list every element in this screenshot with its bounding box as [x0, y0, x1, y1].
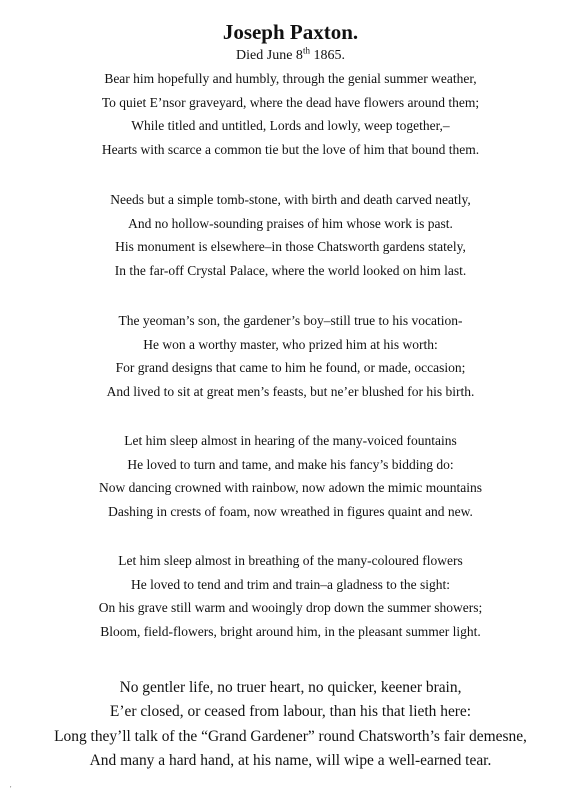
scan-speck-mark: ′ [10, 785, 12, 793]
verse-line: For grand designs that came to him he found, or made, occasion; [115, 360, 466, 376]
poem-title: Joseph Paxton. [222, 20, 359, 44]
verse-line: In the far-off Crystal Palace, where the world looked on him last. [114, 263, 467, 279]
stanza-2 [0, 188, 581, 283]
verse-line: Let him sleep almost in hearing of the many-voiced fountains [124, 433, 457, 448]
stanza-5 [0, 549, 581, 644]
verse-line: Long they’ll talk of the “Grand Gardener” round Chatsworth’s fair demesne, [54, 727, 527, 745]
date-text: Died June 8 [236, 48, 303, 63]
stanza-1 [0, 67, 581, 162]
verse-line: The yeoman’s son, the gardener’s boy–still true to his vocation- [118, 313, 463, 328]
stanza-6 [0, 676, 581, 773]
verse-line: His monument is elsewhere–in those Chatsworth gardens stately, [115, 239, 466, 255]
verse-line: Now dancing crowned with rainbow, now adown the mimic mountains [98, 480, 483, 496]
poem-date [0, 47, 581, 65]
verse-line: On his grave still warm and wooingly drop down the summer showers; [98, 600, 483, 616]
verse-line: Dashing in crests of foam, now wreathed in figures quaint and new. [108, 504, 473, 520]
verse-line: He loved to tend and trim and train–a gladness to the sight: [130, 576, 451, 592]
verse-line: E’er closed, or ceased from labour, than his that lieth here: [109, 703, 472, 721]
date-ordinal: th [302, 45, 310, 56]
verse-line: He loved to turn and tame, and make his fancy’s bidding do: [127, 456, 454, 472]
verse-line: Needs but a simple tomb-stone, with birth and death carved neatly, [110, 192, 471, 207]
verse-line: Bloom, field-flowers, bright around him, in the pleasant summer light. [100, 624, 481, 640]
verse-line: Hearts with scarce a common tie but the love of him that bound them. [101, 142, 480, 158]
verse-line: To quiet E’nsor graveyard, where the dead have flowers around them; [101, 94, 480, 110]
verse-line: While titled and untitled, Lords and lowly, weep together,– [131, 118, 450, 134]
date-year: 1865. [309, 48, 345, 63]
stanza-3 [0, 309, 581, 404]
verse-line: Bear him hopefully and humbly, through the genial summer weather, [104, 71, 477, 86]
verse-line: And lived to sit at great men’s feasts, but ne’er blushed for his birth. [106, 384, 475, 400]
verse-line: And no hollow-sounding praises of him whose work is past. [128, 215, 453, 231]
verse-line: He won a worthy master, who prized him at his worth: [143, 336, 438, 352]
verse-line: Let him sleep almost in breathing of the many-coloured flowers [118, 553, 463, 568]
stanza-4 [0, 429, 581, 524]
verse-line: And many a hard hand, at his name, will wipe a well-earned tear. [89, 751, 492, 769]
verse-line: No gentler life, no truer heart, no quicker, keener brain, [119, 679, 462, 696]
